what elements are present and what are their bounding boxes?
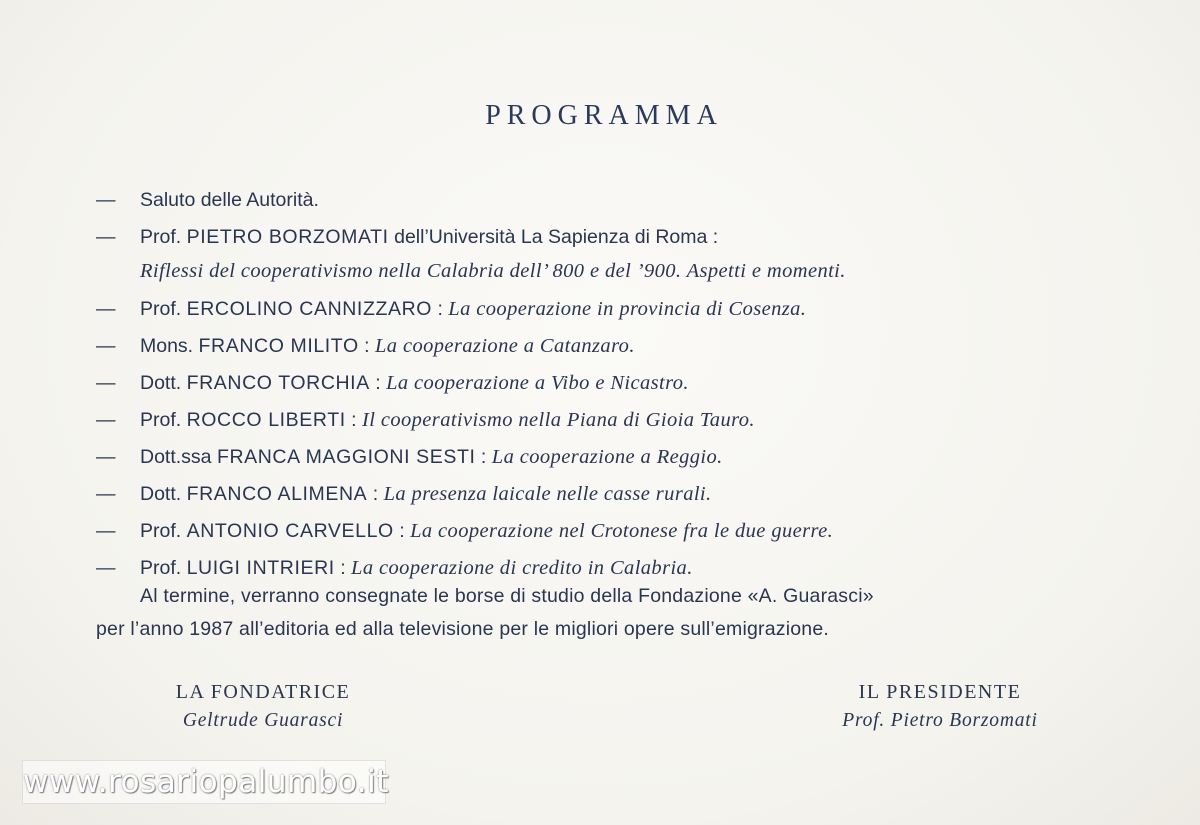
- item-dash: —: [96, 226, 116, 248]
- program-item: [96, 291, 1126, 328]
- closing-line-1: Al termine, verranno consegnate le borse di studio della Fondazione «A. Guarasci»: [140, 585, 874, 607]
- item-separator: :: [432, 298, 443, 320]
- program-item: [96, 328, 1126, 365]
- item-prefix: Prof.: [140, 226, 182, 248]
- item-prefix: Prof.: [140, 298, 182, 320]
- speaker-name: PIETRO BORZOMATI: [186, 226, 389, 248]
- item-prefix: Dott.ssa: [140, 446, 212, 468]
- item-prefix: Prof.: [140, 409, 182, 431]
- speaker-name: FRANCO ALIMENA: [186, 483, 368, 505]
- item-dash: —: [96, 557, 116, 579]
- item-dash: —: [96, 483, 116, 505]
- program-item: [96, 182, 1126, 219]
- item-separator: dell’Università La Sapienza di Roma :: [388, 226, 719, 248]
- item-separator: :: [369, 372, 381, 394]
- speaker-name: ROCCO LIBERTI: [186, 409, 346, 431]
- item-text: [140, 182, 319, 219]
- program-item: [96, 402, 1126, 439]
- talk-topic: La cooperazione a Vibo e Nicastro.: [386, 372, 689, 394]
- website-watermark: www.rosariopalumbo.it: [22, 760, 386, 804]
- item-text: [140, 256, 846, 286]
- item-text: [140, 291, 806, 328]
- item-separator: :: [367, 483, 379, 505]
- speaker-name: FRANCO MILITO: [198, 335, 359, 357]
- item-dash: —: [96, 335, 116, 357]
- program-item: [96, 439, 1126, 476]
- item-dash: —: [96, 372, 116, 394]
- program-item-continuation: [96, 256, 1126, 291]
- talk-topic: Riflessi del cooperativismo nella Calabria dell’ 800 e del ’900. Aspetti e momenti.: [140, 260, 846, 282]
- program-item: [96, 476, 1126, 513]
- item-dash: —: [96, 409, 116, 431]
- item-dash: —: [96, 520, 116, 542]
- item-text: [140, 439, 723, 476]
- program-item: [96, 513, 1126, 550]
- speaker-name: FRANCA MAGGIONI SESTI: [216, 446, 476, 468]
- speaker-name: LUIGI INTRIERI: [186, 557, 335, 579]
- talk-topic: La cooperazione a Catanzaro.: [375, 335, 635, 357]
- signature-role: IL PRESIDENTE: [858, 681, 1022, 703]
- program-list: [96, 182, 1126, 587]
- item-text: [140, 328, 635, 365]
- item-separator: :: [358, 335, 370, 357]
- item-prefix: Prof.: [140, 557, 182, 579]
- program-item: [96, 219, 1126, 256]
- item-separator: :: [475, 446, 487, 468]
- closing-paragraph: [96, 580, 1120, 646]
- item-dash: —: [96, 446, 116, 468]
- item-text: [140, 476, 712, 513]
- talk-topic: La cooperazione in provincia di Cosenza.: [448, 298, 807, 320]
- item-text: [140, 365, 689, 402]
- speaker-name: ANTONIO CARVELLO: [186, 520, 394, 542]
- speaker-name: FRANCO TORCHIA: [186, 372, 370, 394]
- signature-name: Prof. Pietro Borzomati: [842, 710, 1038, 731]
- item-text: [140, 219, 718, 256]
- item-dash: —: [96, 298, 116, 320]
- item-separator: :: [345, 409, 357, 431]
- item-prefix: Mons.: [140, 335, 194, 357]
- signature-role: LA FONDATRICE: [175, 681, 351, 703]
- speaker-name: ERCOLINO CANNIZZARO: [186, 298, 433, 320]
- item-prefix: Dott.: [140, 372, 182, 394]
- talk-topic: Il cooperativismo nella Piana di Gioia Tauro.: [362, 409, 755, 431]
- program-item: [96, 365, 1126, 402]
- item-prefix: Prof.: [140, 520, 182, 542]
- item-dash: —: [96, 189, 116, 211]
- signature-founder: [148, 678, 378, 736]
- talk-topic: La cooperazione a Reggio.: [491, 446, 723, 468]
- page-title: PROGRAMMA: [485, 100, 723, 131]
- item-separator: :: [393, 520, 405, 542]
- item-separator: :: [334, 557, 346, 579]
- closing-line-2: per l’anno 1987 all’editoria ed alla televisione per le migliori opere sull’emigrazione.: [96, 618, 830, 640]
- talk-topic: La presenza laicale nelle casse rurali.: [383, 483, 712, 505]
- talk-topic: La cooperazione di credito in Calabria.: [351, 557, 693, 579]
- talk-topic: La cooperazione nel Crotonese fra le due guerre.: [410, 520, 834, 542]
- item-prefix: Dott.: [140, 483, 182, 505]
- signature-president: [790, 678, 1090, 736]
- item-text: [140, 402, 755, 439]
- item-text: [140, 513, 833, 550]
- signature-name: Geltrude Guarasci: [182, 710, 344, 731]
- item-prefix: Saluto delle Autorità.: [140, 189, 319, 211]
